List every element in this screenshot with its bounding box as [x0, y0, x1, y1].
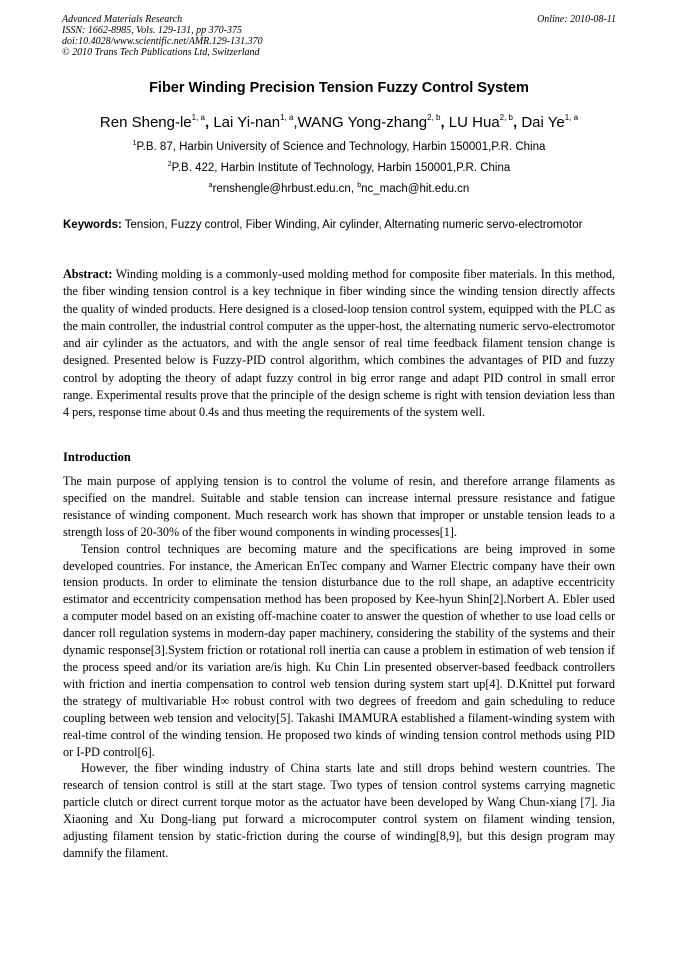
email-sup: b [357, 182, 362, 189]
email-address: nc_mach@hit.edu.cn [361, 183, 470, 195]
affiliation-2 [0, 161, 678, 174]
doi-line: doi:10.4028/www.scientific.net/AMR.129-131.370 [62, 36, 263, 47]
email-sup: a [208, 182, 213, 189]
section-heading-introduction: Introduction [63, 450, 131, 464]
author-affil-sup: 1, a [280, 113, 294, 122]
abstract-text: Winding molding is a commonly-used molding method for composite fiber materials. In this method, the fiber winding tension control is a key technique in fiber winding since the winding tension directly affects the quality of winded products. Here designed is a closed-loop tension control system, equipped with the PLC as the main controller, the industrial control computer as the upper-host, the alternating numeric servo-electromotor and air cylinder as the actuators, and with the angle sensor of real time feedback filament tension change is designed. Presented below is Fuzzy-PID control algorithm, which combines the advantages of PID and fuzzy control by adopting the theory of adapt fuzzy control in big error range and adapt PID control in small error range. Experimental results prove that the principle of the design scheme is right with tension deviation less than 4 pers, response time about 0.4s and thus meeting the requirements of the system well. [63, 267, 615, 420]
issn-line: ISSN: 1662-8985, Vols. 129-131, pp 370-375 [62, 25, 242, 36]
author-name: Lai Yi-nan [213, 114, 281, 131]
author-separator: , [205, 114, 214, 131]
paragraph: The main purpose of applying tension is to control the volume of resin, and therefore arrange filaments as specified on the mandrel. Suitable and stable tension can increase internal pressure resistance and fatigue resistance of winding component. Much research work has shown that improper or unstable tension leads to a strength loss of 20-30% of the fiber wound components in winding processes[1]. [63, 474, 615, 539]
copyright-line: © 2010 Trans Tech Publications Ltd, Switzerland [62, 47, 260, 58]
email-line [0, 182, 678, 195]
keywords-label: Keywords: [63, 219, 122, 231]
author-separator: , [513, 114, 522, 131]
keywords [63, 218, 615, 233]
abstract-label: Abstract: [63, 267, 113, 281]
affiliation-sup: 2 [167, 161, 172, 168]
author-name: Ren Sheng-le [99, 114, 192, 131]
author-name: Dai Ye [521, 114, 565, 131]
paragraph: However, the fiber winding industry of China starts late and still drops behind western countries. The research of tension control is still at the start stage. Two types of tension control systems carrying magnetic particle clutch or direct current torque motor as the actuator have been developed by Wang Chun-xiang [7]. Jia Xiaoning and Xu Dong-liang put forward a microcomputer control system on filament winding tension, adjusting filament tension by static-friction during the course of winding[8,9], but this design program may damnify the filament. [63, 761, 615, 860]
author-list [0, 113, 678, 131]
affiliation-1 [0, 140, 678, 153]
author-separator: , [440, 114, 449, 131]
author-name: WANG Yong-zhang [297, 114, 428, 131]
journal-name: Advanced Materials Research [62, 14, 183, 25]
author-separator: , [293, 114, 298, 131]
email-address: renshengle@hrbust.edu.cn, [212, 183, 358, 195]
author-name: LU Hua [448, 114, 500, 131]
keywords-text: Tension, Fuzzy control, Fiber Winding, Air cylinder, Alternating numeric servo-electromotor [121, 219, 583, 231]
journal-header [62, 14, 616, 58]
paper-title: Fiber Winding Precision Tension Fuzzy Control System [149, 80, 529, 96]
online-date: Online: 2010-08-11 [537, 14, 616, 25]
author-affil-sup: 2, b [427, 113, 441, 122]
abstract [63, 266, 615, 422]
affiliation-text: P.B. 87, Harbin University of Science and Technology, Harbin 150001,P.R. China [136, 141, 546, 153]
author-affil-sup: 2, b [499, 113, 513, 122]
author-affil-sup: 1, a [191, 113, 205, 122]
introduction-body [63, 473, 615, 862]
paragraph: Tension control techniques are becoming mature and the specifications are being improved in some developed countries. For instance, the American EnTec company and Warner Electric company have their own tension products. In order to eliminate the tension disturbance due to the roll shape, an adaptive eccentricity estimator and eccentricity compensation method has been proposed by Kee-hyun Shin[2].Norbert A. Ebler used a computer model based on an existing off-machine coater to answer the question of whether to use load cells or dancer roll regulation systems in modern-day paper machinery, considering the stability of the systems and their dynamic response[3].System friction or rotational roll inertia can cause a problem in estimation of web tension if the process speed and/or its variation are/is high. Ku Chin Lin presented observer-based feedback controllers with friction and inertia compensation to control web tension during system start up[4]. D.Knittel put forward the strategy of multivariable H∞ robust control with two degrees of freedom and gain scheduling to reduce coupling between web tension and velocity[5]. Takashi IMAMURA established a filament-winding system with real-time control of the winding tension. He proposed two kinds of winding tension control methods using PID or I-PD control[6]. [63, 541, 615, 759]
affiliation-text: P.B. 422, Harbin Institute of Technology, Harbin 150001,P.R. China [171, 162, 511, 174]
author-affil-sup: 1, a [564, 113, 579, 122]
affiliation-sup: 1 [132, 140, 137, 147]
